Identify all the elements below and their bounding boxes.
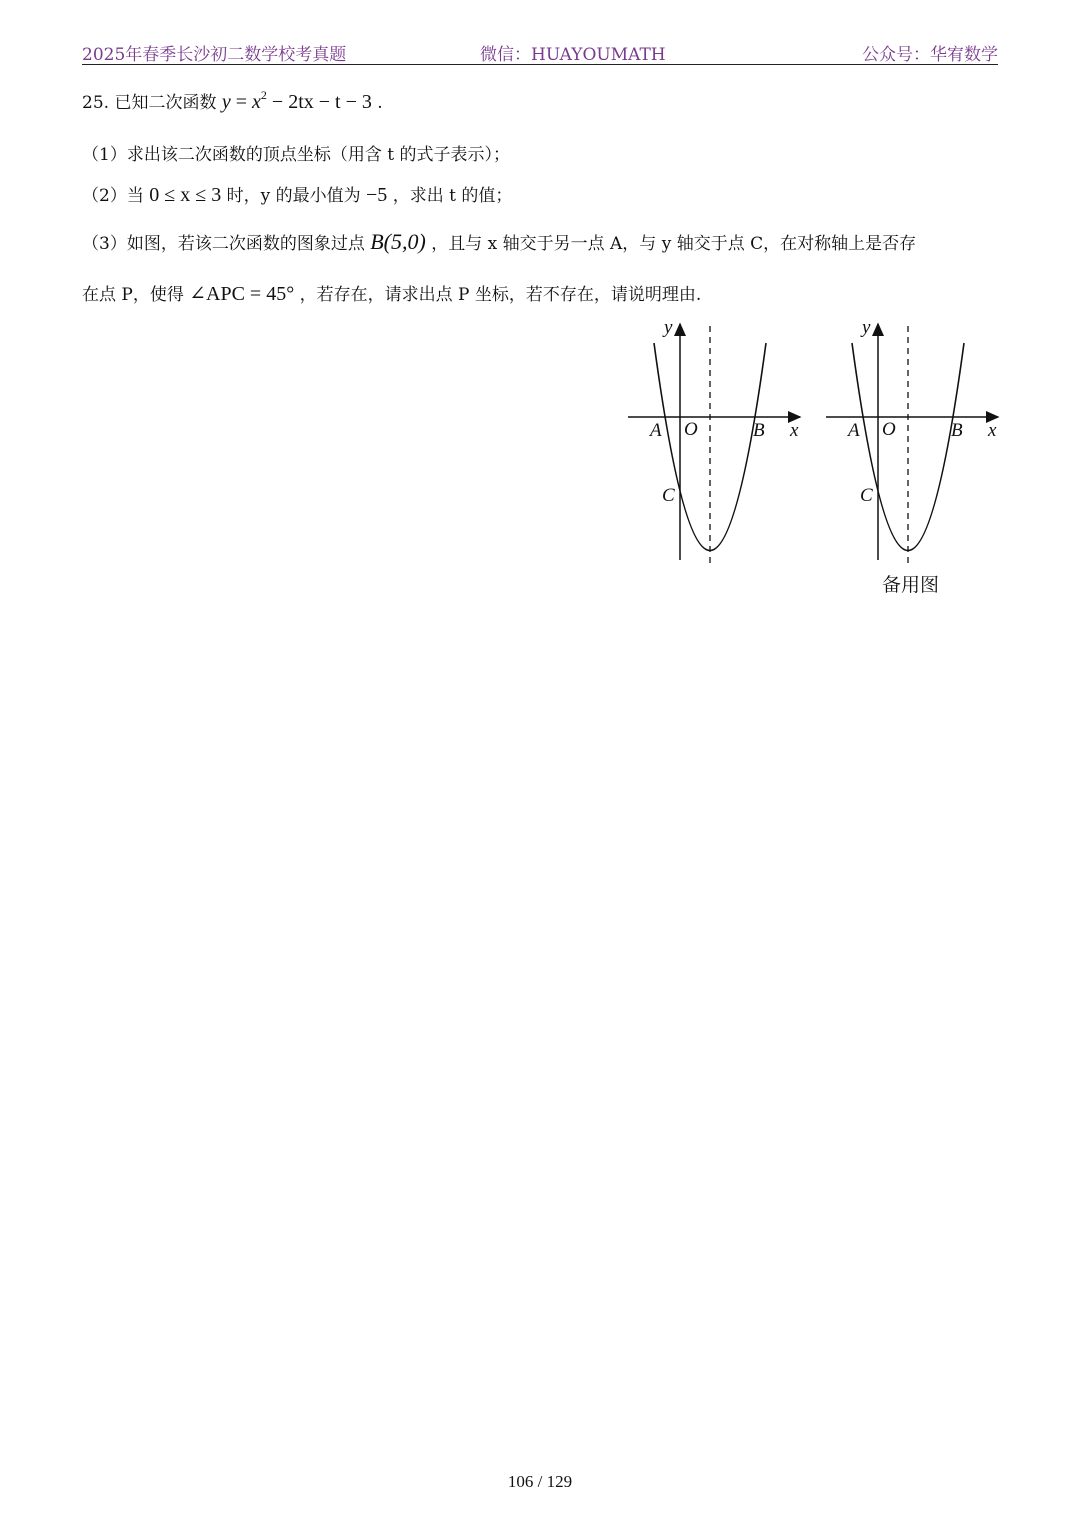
header-wechat: 微信：HUAYOUMATH bbox=[480, 45, 666, 65]
q3-angle: ∠APC = 45° bbox=[189, 283, 295, 305]
intro-formula: $y = x^2 - 2tx - t - 3$ bbox=[221, 88, 372, 113]
q2-range: 0 ≤ x ≤ 3 bbox=[149, 184, 222, 206]
label-y: y bbox=[664, 318, 673, 338]
parabola-figure-backup bbox=[818, 318, 1008, 573]
label-O: O bbox=[684, 419, 698, 440]
header-account: 公众号：华宥数学 bbox=[862, 45, 998, 65]
question-3-line-2: 在点 P，使得 ∠APC = 45° ，若存在，请求出点 P 坐标，若不存在，请说明理由. bbox=[82, 283, 702, 305]
intro-suffix: . bbox=[377, 93, 383, 113]
q3-point-b: B(5,0) bbox=[370, 229, 426, 254]
question-1: （1）求出该二次函数的顶点坐标（用含 t 的式子表示）； bbox=[82, 145, 510, 165]
label-C: C bbox=[860, 485, 873, 506]
intro-prefix: 25. 已知二次函数 bbox=[82, 93, 217, 113]
backup-figure-caption: 备用图 bbox=[882, 574, 940, 596]
header-title: 2025年春季长沙初二数学校考真题 bbox=[82, 45, 347, 65]
label-O: O bbox=[882, 419, 896, 440]
parabola-figure-main bbox=[620, 318, 810, 573]
label-B: B bbox=[951, 420, 963, 441]
label-A: A bbox=[650, 420, 662, 441]
label-x: x bbox=[988, 420, 997, 441]
label-x: x bbox=[790, 420, 799, 441]
label-B: B bbox=[753, 420, 765, 441]
page-number: 106 / 129 bbox=[507, 1472, 573, 1491]
label-C: C bbox=[662, 485, 675, 506]
q2-min-value: −5 bbox=[366, 184, 388, 206]
page-header bbox=[82, 38, 998, 65]
problem-intro bbox=[82, 88, 383, 114]
label-y: y bbox=[862, 318, 871, 338]
question-3-line-1: （3）如图，若该二次函数的图象过点 B(5,0) ，且与 x 轴交于另一点 A，与 y 轴交于点 C，在对称轴上是否存 bbox=[82, 229, 917, 254]
question-2: （2）当 0 ≤ x ≤ 3 时，y 的最小值为 −5 ，求出 t 的值； bbox=[82, 184, 513, 206]
label-A: A bbox=[848, 420, 860, 441]
